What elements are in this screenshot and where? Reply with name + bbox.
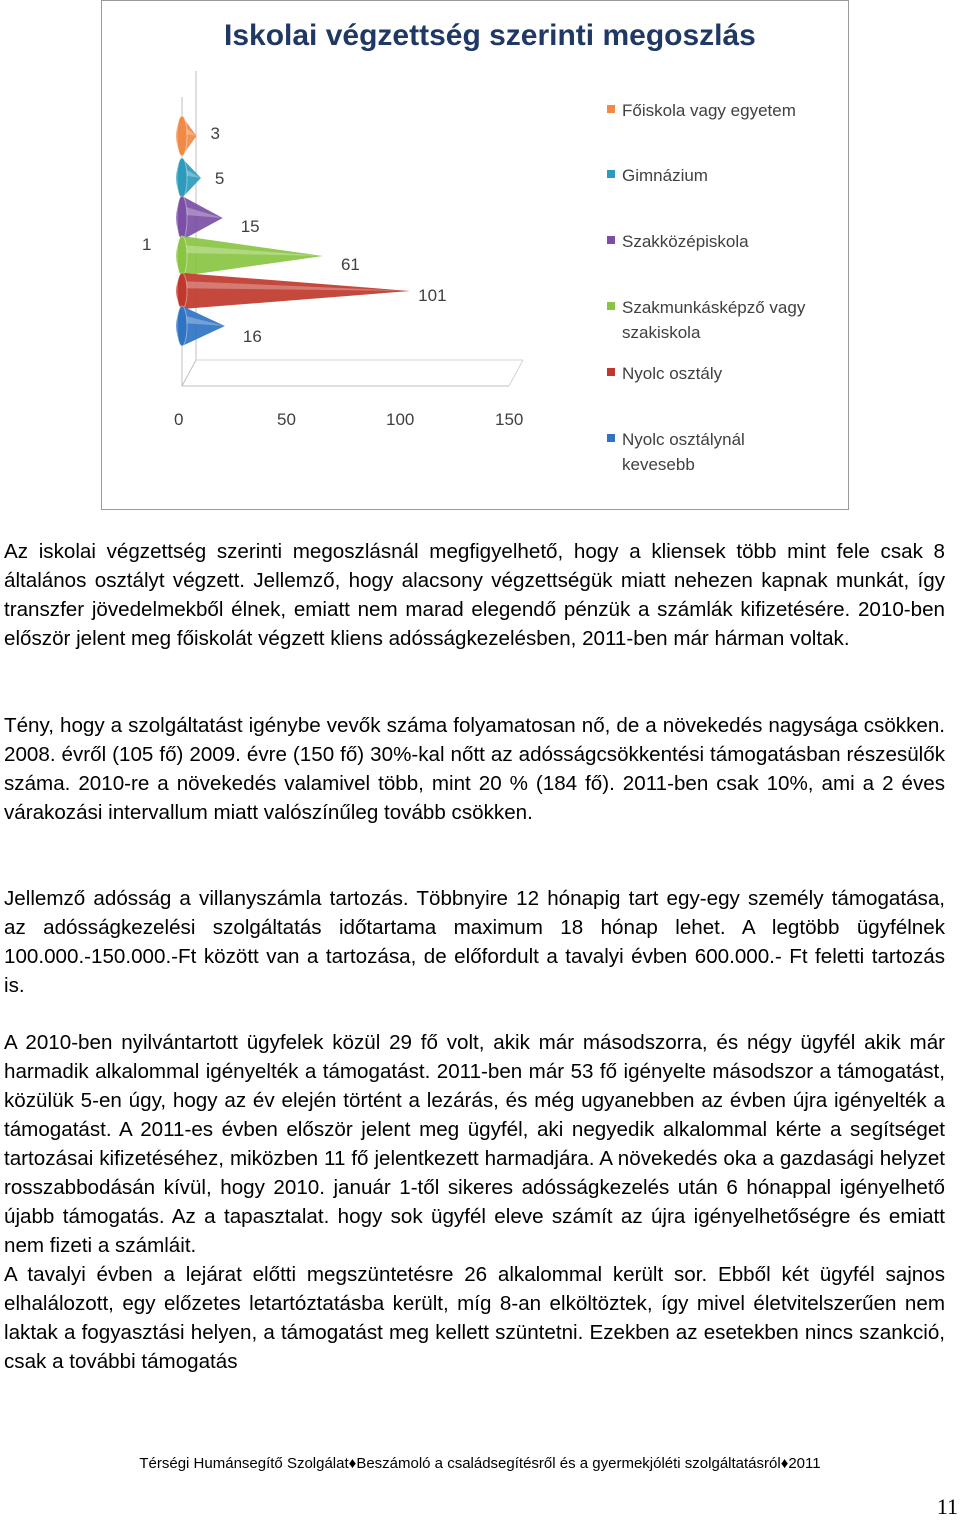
legend-swatch xyxy=(607,170,615,178)
chart-canvas xyxy=(102,1,850,511)
footer-diamond-icon: ♦ xyxy=(348,1455,357,1472)
cone-base xyxy=(177,236,187,276)
chart-title: Iskolai végzettség szerinti megoszlás xyxy=(224,19,756,52)
paragraph-2: Tény, hogy a szolgáltatást igénybe vevők száma folyamatosan nő, de a növekedés nagysága csökken. 2008. évről (105 fő) 2009. évre (150 fő) 30%-kal nőtt az adósságcsökkentési támogatásban részesülők száma. 2010-re a növekedés valamivel több, mint 20 % (184 fő). 2011-ben csak 10%, ami a 2 éves várakozási intervallum miatt valószínűleg tovább csökken. xyxy=(4,714,945,824)
data-label: 5 xyxy=(214,169,225,188)
cone-base xyxy=(177,158,187,198)
legend-swatch xyxy=(607,302,615,310)
x-tick-label: 150 xyxy=(495,410,524,429)
legend-label: kevesebb xyxy=(622,455,695,474)
cone-bar xyxy=(176,273,410,309)
page-footer xyxy=(0,1455,960,1472)
footer-diamond-icon: ♦ xyxy=(780,1455,789,1472)
data-label: 15 xyxy=(240,217,260,236)
axis-floor-right xyxy=(509,360,523,386)
footer-organization: Térségi Humánsegítő Szolgálat xyxy=(139,1455,349,1472)
paragraph-4: A 2010-ben nyilvántartott ügyfelek közül 29 fő volt, akik már másodszorra, és négy ügyfél akik már harmadik alkalommal igényelték a támogatást. 2011-ben már 53 fő igényelte másodszor a támogatást, közülük 5-en úgy, hogy az év elején történt a lezárás, és még ugyanebben az évben újra igényelték a támogatást. A 2011-es évben először jelent meg ügyfél, aki negyedik alkalommal kérte a segítséget tartozásai kifizetéséhez, miközben 11 fő jelentkezett harmadjára. A növekedés oka a gazdasági helyzet rosszabbodásán kívül, hogy 2010. január 1-től sikeres adósságkezelés után 6 hónappal igényelhető újabb támogatás. Az a tapasztalat. hogy sok ügyfél eleve számít az újra igényelhetőségre és emiatt nem fizeti a számláit. xyxy=(4,1031,945,1257)
page-number: 11 xyxy=(936,1494,958,1519)
cone-base xyxy=(177,196,187,240)
legend-label: Szakmunkásképző vagy xyxy=(622,298,806,317)
x-tick-label: 50 xyxy=(277,410,296,429)
cone-base xyxy=(177,116,187,156)
data-label: 16 xyxy=(242,327,262,346)
footer-report-title: Beszámoló a családsegítésről és a gyermekjóléti szolgáltatásról xyxy=(356,1455,781,1472)
paragraph-education-summary xyxy=(4,537,945,653)
education-chart xyxy=(101,0,849,510)
paragraph-repeat-clients xyxy=(4,1028,945,1376)
cone-base xyxy=(177,273,187,309)
data-label: 101 xyxy=(418,286,447,305)
paragraph-client-growth xyxy=(4,711,945,827)
legend-swatch xyxy=(607,105,615,113)
legend-swatch xyxy=(607,434,615,442)
data-label: 61 xyxy=(340,255,360,274)
legend-label: Gimnázium xyxy=(622,166,708,185)
footer-year: 2011 xyxy=(788,1455,821,1472)
x-tick-label: 0 xyxy=(174,410,184,429)
cone-bar xyxy=(176,236,323,276)
cone-base xyxy=(177,306,187,346)
category-axis-label: 1 xyxy=(142,235,152,254)
axis-depth-line xyxy=(182,360,196,386)
paragraph-1: Az iskolai végzettség szerinti megoszlásnál megfigyelhető, hogy a kliensek több mint fele csak 8 általános osztályt végzett. Jellemző, hogy alacsony végzettségük miatt nehezen kapnak munkát, így transzfer jövedelmekből élnek, emiatt nem marad elegendő pénzük a számlák kifizetésére. 2010-ben először jelent meg főiskolát végzett kliens adósságkezelésben, 2011-ben már hárman voltak. xyxy=(4,540,945,650)
legend-swatch xyxy=(607,368,615,376)
legend-label: Nyolc osztálynál xyxy=(622,430,745,449)
data-label: 3 xyxy=(210,124,221,143)
legend-label: Főiskola vagy egyetem xyxy=(622,101,796,120)
legend-swatch xyxy=(607,236,615,244)
legend-label: Szakközépiskola xyxy=(622,232,749,251)
legend-label: szakiskola xyxy=(622,323,701,342)
paragraph-debt-types xyxy=(4,884,945,1000)
legend-label: Nyolc osztály xyxy=(622,364,723,383)
x-tick-label: 100 xyxy=(386,410,415,429)
paragraph-3: Jellemző adósság a villanyszámla tartozás. Többnyire 12 hónapig tart egy-egy személy támogatása, az adósságkezelési szolgáltatás időtartama maximum 18 hónap lehet. A legtöbb ügyfélnek 100.000.-150.000.-Ft között van a tartozása, de előfordult a tavalyi évben 600.000.- Ft feletti tartozás is. xyxy=(4,887,945,997)
paragraph-5: A tavalyi évben a lejárat előtti megszüntetésre 26 alkalommal került sor. Ebből két ügyfél sajnos elhalálozott, egy előzetes letartóztatásba került, míg 8-an elköltöztek, így mivel életvitelszerűen nem laktak a fogyasztási helyen, a támogatást meg kellett szüntetni. Ezekben az esetekben nincs szankció, csak a további támogatás xyxy=(4,1263,945,1373)
